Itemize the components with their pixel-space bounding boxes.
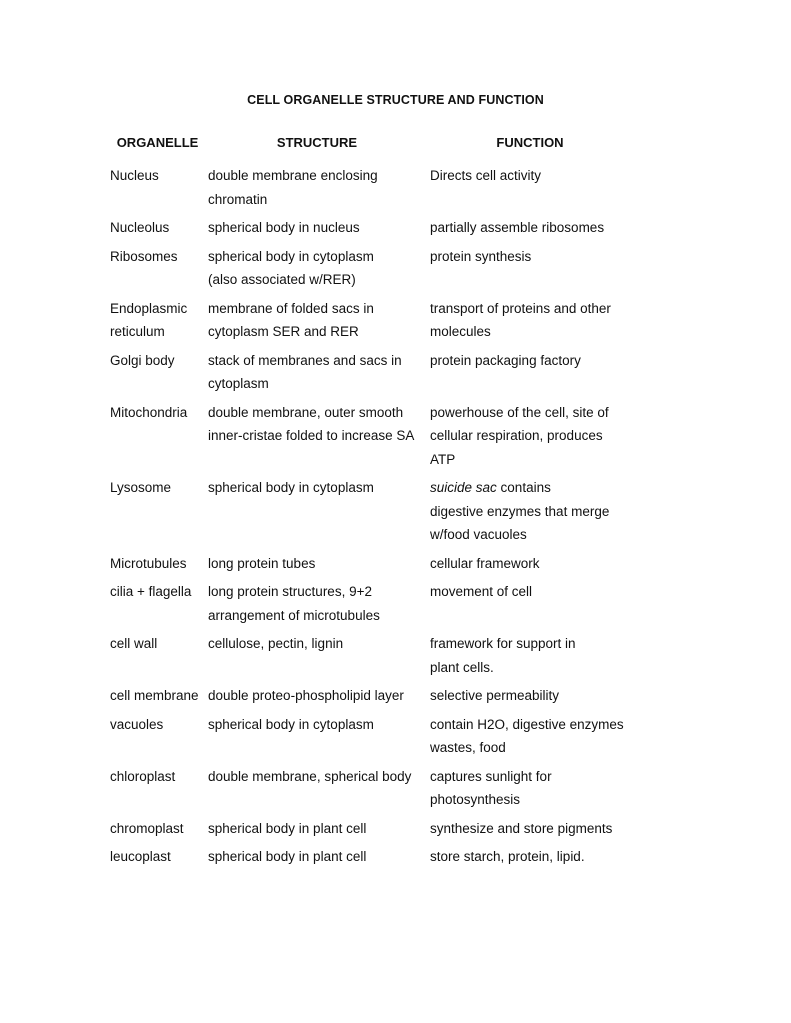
table-row (0, 580, 791, 627)
organelle-structure: membrane of folded sacs in cytoplasm SER and RER (208, 300, 374, 339)
organelle-function: protein synthesis (430, 248, 532, 264)
table-row (0, 476, 791, 547)
organelle-name: Mitochondria (110, 404, 188, 420)
organelle-function: captures sunlight for photosynthesis (430, 768, 552, 807)
organelle-function (430, 476, 670, 547)
organelle-structure: long protein structures, 9+2 arrangement of microtubules (208, 584, 380, 623)
organelle-function: movement of cell (430, 584, 533, 599)
organelle-function: selective permeability (430, 688, 560, 703)
organelle-structure: spherical body in cytoplasm (208, 716, 374, 732)
organelle-name: Golgi body (110, 352, 175, 368)
organelle-structure: double membrane enclosing chromatin (208, 168, 378, 207)
table-row (0, 164, 791, 211)
organelle-function: Directs cell activity (430, 168, 542, 183)
table-row (0, 817, 791, 841)
organelle-name: Nucleolus (110, 220, 170, 235)
table-header (0, 135, 791, 153)
organelle-function: contain H2O, digestive enzymes wastes, food (430, 716, 624, 755)
organelle-table (0, 164, 791, 874)
organelle-function: store starch, protein, lipid. (430, 849, 585, 864)
organelle-structure: spherical body in cytoplasm (208, 480, 374, 495)
table-row (0, 552, 791, 576)
organelle-structure: stack of membranes and sacs in cytoplasm (208, 352, 402, 391)
organelle-function: cellular framework (430, 555, 540, 571)
organelle-name: Lysosome (110, 480, 172, 495)
organelle-function: powerhouse of the cell, site of cellular respiration, produces ATP (430, 404, 609, 467)
organelle-structure: spherical body in plant cell (208, 820, 367, 836)
document-title: CELL ORGANELLE STRUCTURE AND FUNCTION (247, 93, 544, 107)
organelle-function: protein packaging factory (430, 352, 581, 368)
organelle-name: chromoplast (110, 820, 184, 836)
organelle-name: Ribosomes (110, 248, 178, 264)
organelle-structure: long protein tubes (208, 555, 316, 571)
organelle-name: vacuoles (110, 716, 164, 732)
table-row (0, 245, 791, 292)
function-rest: contains digestive enzymes that merge w/food vacuoles (430, 480, 610, 542)
header-function: FUNCTION (496, 135, 564, 150)
organelle-name: Nucleus (110, 168, 159, 183)
function-italic-term: suicide sac (430, 480, 497, 495)
table-row (0, 216, 791, 240)
organelle-structure: cellulose, pectin, lignin (208, 636, 344, 651)
organelle-function: transport of proteins and other molecules (430, 300, 611, 339)
header-organelle: ORGANELLE (116, 135, 199, 150)
organelle-name: chloroplast (110, 768, 176, 784)
organelle-structure: double membrane, outer smooth inner-cristae folded to increase SA (208, 404, 415, 443)
organelle-name: Microtubules (110, 555, 187, 571)
organelle-function: framework for support in plant cells. (430, 636, 576, 675)
organelle-structure: double membrane, spherical body (208, 768, 412, 784)
organelle-structure: spherical body in plant cell (208, 849, 367, 864)
table-row (0, 401, 791, 472)
organelle-name: cell wall (110, 636, 158, 651)
table-row (0, 684, 791, 708)
table-row (0, 845, 791, 869)
table-row (0, 632, 791, 679)
organelle-name: cilia + flagella (110, 584, 192, 599)
organelle-function: partially assemble ribosomes (430, 220, 605, 235)
organelle-structure: spherical body in nucleus (208, 220, 360, 235)
organelle-structure: double proteo-phospholipid layer (208, 688, 404, 703)
table-row (0, 713, 791, 760)
organelle-name: Endoplasmic reticulum (110, 300, 188, 339)
organelle-name: leucoplast (110, 849, 171, 864)
table-row (0, 297, 791, 344)
table-row (0, 349, 791, 396)
organelle-structure: spherical body in cytoplasm (also associated w/RER) (208, 248, 374, 287)
organelle-function: synthesize and store pigments (430, 820, 613, 836)
header-structure: STRUCTURE (276, 135, 358, 150)
organelle-name: cell membrane (110, 688, 199, 703)
table-row (0, 765, 791, 812)
